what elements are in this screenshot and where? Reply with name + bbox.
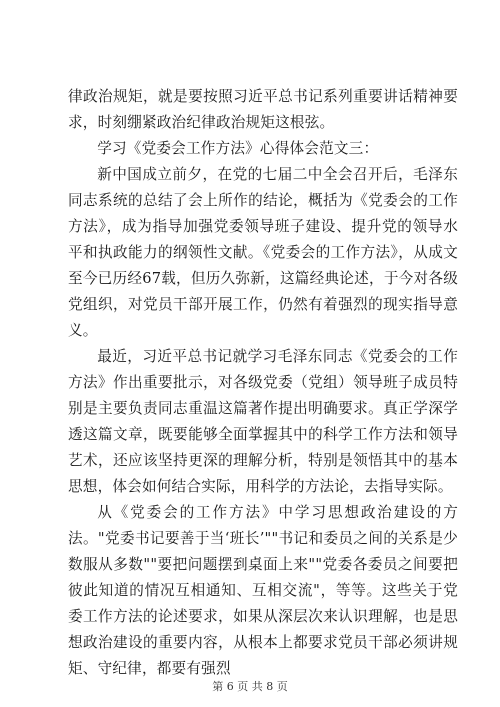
paragraph: 最近，习近平总书记就学习毛泽东同志《党委会的工作方法》作出重要批示，对各级党委（党组）领导班子成员特别是主要负责同志重温这篇著作提出明确要求。真正学深学透这篇文章，既要能够全面掌握其中的科学工作方法和领导艺术，还应该坚持更深的理解分析，特别是领悟其中的基本思想，体会如何结合实际，用科学的方法论，去指导实际。 (68, 348, 458, 495)
page-number-footer: 第 6 页 共 8 页 (212, 680, 288, 693)
paragraph: 新中国成立前夕，在党的七届二中全会召开后，毛泽东同志系统的总结了会上所作的结论，概括为《党委会的工作方法》，成为指导加强党委领导班子建设、提升党的领导水平和执政能力的纲领性文献。《党委会的工作方法》，从成文至今已历经67载，但历久弥新，这篇经典论述，于今对各级党组织，对党员干部开展工作，仍然有着强烈的现实指导意义。 (68, 166, 458, 339)
section-heading: 学习《党委会工作方法》心得体会范文三： (97, 140, 379, 157)
paragraph: 从《党委会的工作方法》中学习思想政治建设的方法。"党委书记要善于当‘班长’""书记和委员之间的关系是少数服从多数""要把问题摆到桌面上来""党委各委员之间要把彼此知道的情况互相通知、互相交流"，等等。这些关于党委工作方法的论述要求，如果从深层次来认识理解，也是思想政治建设的重要内容，从根本上都要求党员干部必须讲规矩、守纪律，都要有强烈 (68, 504, 458, 677)
document-body (68, 84, 458, 682)
paragraph-continuation: 律政治规矩，就是要按照习近平总书记系列重要讲话精神要求，时刻绷紧政治纪律政治规矩这根弦。 (68, 88, 458, 131)
